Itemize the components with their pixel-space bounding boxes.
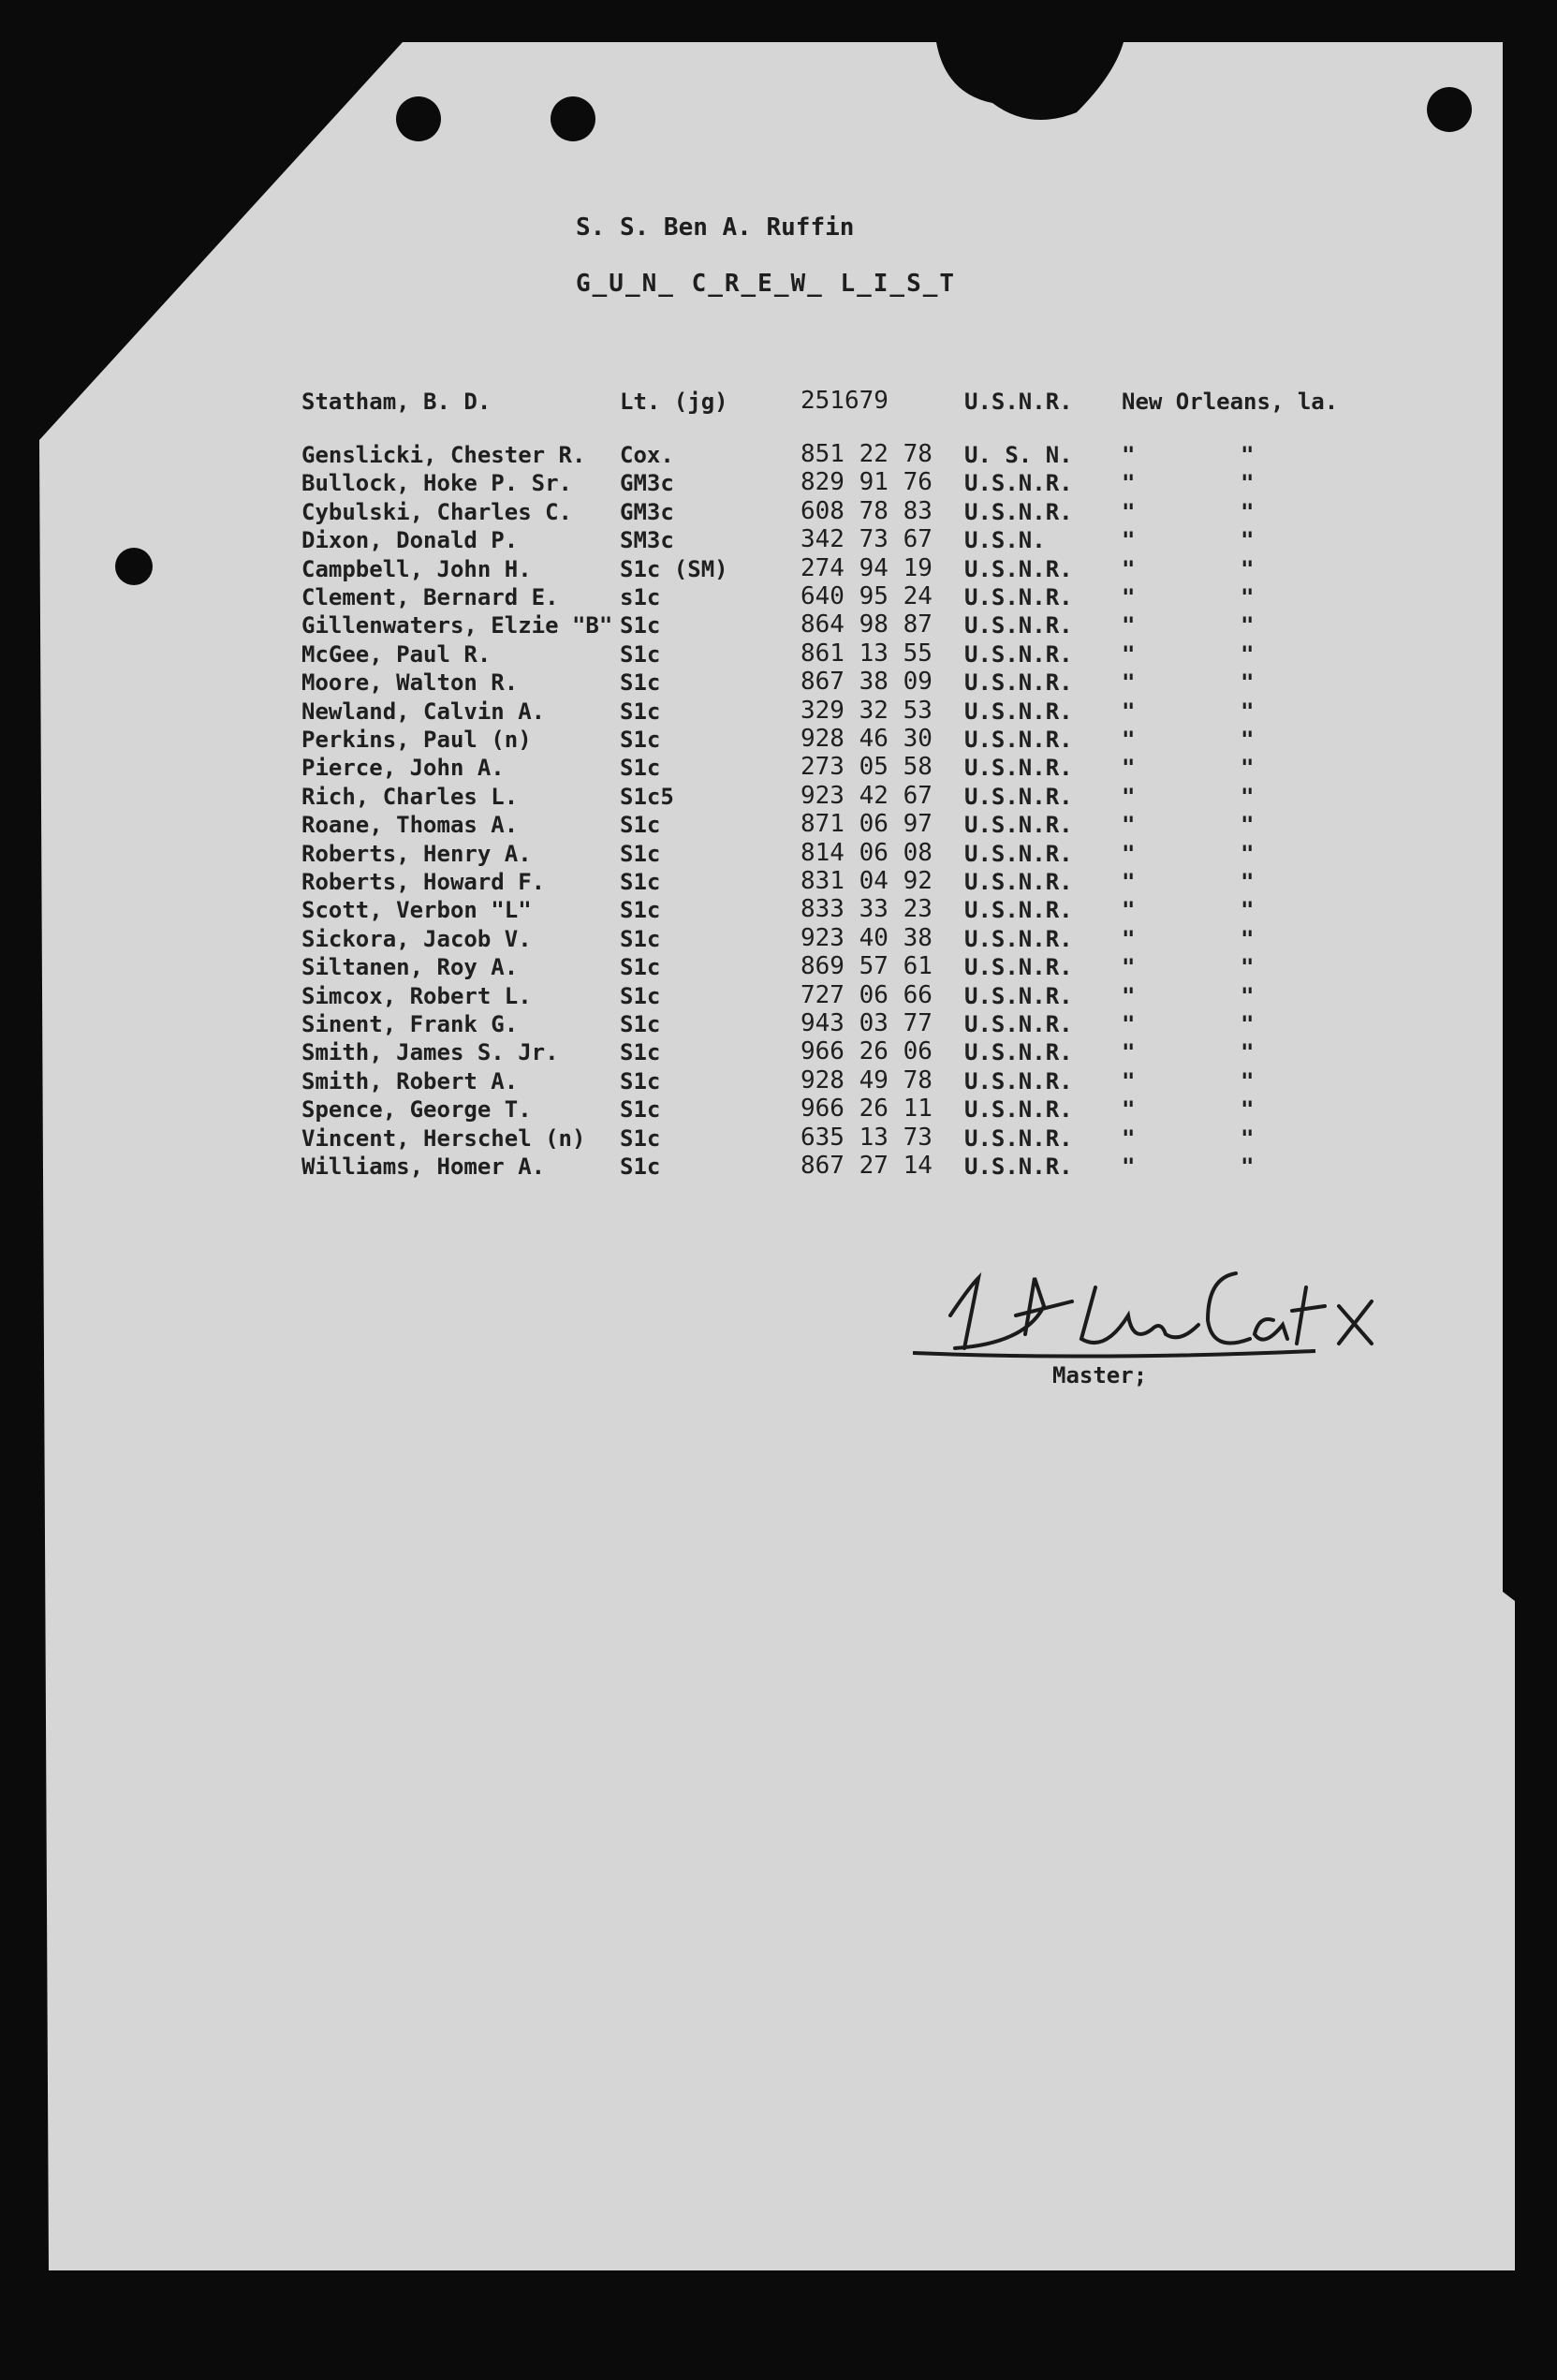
crew-rate: S1c <box>620 641 661 668</box>
crew-ditto-port: " <box>1241 669 1255 696</box>
crew-number: 966 26 06 <box>801 1037 933 1065</box>
crew-ditto-port: " <box>1241 698 1255 725</box>
crew-number: 923 40 38 <box>801 924 933 952</box>
crew-ditto-home: " <box>1122 1125 1136 1152</box>
crew-ditto-home: " <box>1122 1096 1136 1123</box>
crew-service: U. S. N. <box>964 442 1073 468</box>
crew-ditto-home: " <box>1122 1068 1136 1095</box>
crew-ditto-port: " <box>1241 499 1255 525</box>
crew-ditto-home: " <box>1122 755 1136 781</box>
crew-name: Rich, Charles L. <box>301 784 519 810</box>
crew-ditto-home: " <box>1122 869 1136 895</box>
crew-rate: S1c <box>620 926 661 952</box>
crew-ditto-home: " <box>1122 1011 1136 1037</box>
crew-rate: S1c <box>620 1068 661 1095</box>
crew-ditto-home: " <box>1122 669 1136 696</box>
crew-ditto-port: " <box>1241 612 1255 639</box>
crew-service: U.S.N.R. <box>964 1125 1073 1152</box>
crew-ditto-home: " <box>1122 556 1136 582</box>
crew-ditto-port: " <box>1241 527 1255 553</box>
crew-ditto-home: " <box>1122 641 1136 668</box>
crew-rate: S1c <box>620 869 661 895</box>
crew-name: Smith, James S. Jr. <box>301 1039 559 1065</box>
crew-ditto-home: " <box>1122 897 1136 923</box>
crew-service: U.S.N.R. <box>964 983 1073 1009</box>
punch-hole <box>115 548 153 585</box>
crew-ditto-home: " <box>1122 784 1136 810</box>
crew-service: U.S.N.R. <box>964 755 1073 781</box>
crew-service: U.S.N.R. <box>964 727 1073 753</box>
crew-rate: S1c <box>620 1096 661 1123</box>
crew-number: 871 06 97 <box>801 810 933 838</box>
officer-name: Statham, B. D. <box>301 389 492 415</box>
crew-number: 928 46 30 <box>801 725 933 753</box>
crew-service: U.S.N.R. <box>964 641 1073 668</box>
crew-service: U.S.N.R. <box>964 470 1073 496</box>
crew-ditto-port: " <box>1241 897 1255 923</box>
crew-number: 640 95 24 <box>801 582 933 610</box>
crew-number: 861 13 55 <box>801 639 933 668</box>
crew-name: Smith, Robert A. <box>301 1068 519 1095</box>
crew-name: Bullock, Hoke P. Sr. <box>301 470 572 496</box>
crew-ditto-home: " <box>1122 612 1136 639</box>
crew-rate: S1c <box>620 727 661 753</box>
crew-ditto-port: " <box>1241 470 1255 496</box>
crew-rate: S1c <box>620 1153 661 1180</box>
officer-rate: Lt. (jg) <box>620 389 728 415</box>
crew-rate: S1c <box>620 698 661 725</box>
crew-ditto-port: " <box>1241 812 1255 838</box>
crew-rate: s1c <box>620 584 661 610</box>
crew-name: Dixon, Donald P. <box>301 527 519 553</box>
crew-ditto-port: " <box>1241 584 1255 610</box>
crew-ditto-home: " <box>1122 527 1136 553</box>
crew-service: U.S.N. <box>964 527 1046 553</box>
punch-hole <box>551 96 595 141</box>
crew-service: U.S.N.R. <box>964 584 1073 610</box>
crew-name: Roberts, Henry A. <box>301 841 532 867</box>
crew-number: 851 22 78 <box>801 440 933 468</box>
crew-ditto-port: " <box>1241 954 1255 980</box>
crew-ditto-home: " <box>1122 954 1136 980</box>
crew-rate: Cox. <box>620 442 674 468</box>
crew-number: 923 42 67 <box>801 782 933 810</box>
crew-number: 814 06 08 <box>801 839 933 867</box>
crew-name: Simcox, Robert L. <box>301 983 532 1009</box>
crew-number: 635 13 73 <box>801 1124 933 1152</box>
crew-service: U.S.N.R. <box>964 784 1073 810</box>
crew-ditto-port: " <box>1241 1011 1255 1037</box>
crew-ditto-home: " <box>1122 584 1136 610</box>
crew-name: Pierce, John A. <box>301 755 505 781</box>
crew-ditto-home: " <box>1122 1039 1136 1065</box>
crew-ditto-port: " <box>1241 784 1255 810</box>
punch-hole <box>396 96 441 141</box>
crew-service: U.S.N.R. <box>964 1011 1073 1037</box>
crew-number: 273 05 58 <box>801 753 933 781</box>
crew-number: 829 91 76 <box>801 468 933 496</box>
crew-number: 727 06 66 <box>801 981 933 1009</box>
crew-number: 966 26 11 <box>801 1095 933 1123</box>
crew-rate: S1c <box>620 841 661 867</box>
crew-service: U.S.N.R. <box>964 669 1073 696</box>
crew-name: McGee, Paul R. <box>301 641 492 668</box>
crew-number: 869 57 61 <box>801 952 933 980</box>
master-signature <box>913 1250 1437 1372</box>
crew-service: U.S.N.R. <box>964 1153 1073 1180</box>
crew-rate: S1c <box>620 1039 661 1065</box>
crew-service: U.S.N.R. <box>964 499 1073 525</box>
crew-rate: S1c <box>620 954 661 980</box>
crew-name: Perkins, Paul (n) <box>301 727 532 753</box>
crew-ditto-port: " <box>1241 1039 1255 1065</box>
crew-ditto-home: " <box>1122 499 1136 525</box>
crew-ditto-port: " <box>1241 755 1255 781</box>
crew-ditto-port: " <box>1241 869 1255 895</box>
crew-service: U.S.N.R. <box>964 897 1073 923</box>
crew-ditto-port: " <box>1241 1096 1255 1123</box>
crew-rate: SM3c <box>620 527 674 553</box>
officer-home: New Orleans, la. <box>1122 389 1339 415</box>
crew-ditto-port: " <box>1241 442 1255 468</box>
crew-service: U.S.N.R. <box>964 869 1073 895</box>
crew-service: U.S.N.R. <box>964 812 1073 838</box>
crew-number: 274 94 19 <box>801 554 933 582</box>
crew-ditto-home: " <box>1122 442 1136 468</box>
crew-rate: S1c <box>620 812 661 838</box>
crew-rate: S1c (SM) <box>620 556 728 582</box>
crew-name: Newland, Calvin A. <box>301 698 546 725</box>
crew-rate: S1c <box>620 612 661 639</box>
crew-service: U.S.N.R. <box>964 556 1073 582</box>
crew-ditto-home: " <box>1122 812 1136 838</box>
crew-ditto-home: " <box>1122 841 1136 867</box>
crew-name: Roane, Thomas A. <box>301 812 519 838</box>
crew-name: Vincent, Herschel (n) <box>301 1125 586 1152</box>
crew-rate: S1c5 <box>620 784 674 810</box>
crew-name: Campbell, John H. <box>301 556 532 582</box>
crew-number: 864 98 87 <box>801 610 933 639</box>
ship-title: S. S. Ben A. Ruffin <box>576 213 855 242</box>
crew-name: Williams, Homer A. <box>301 1153 546 1180</box>
crew-ditto-port: " <box>1241 727 1255 753</box>
crew-name: Genslicki, Chester R. <box>301 442 586 468</box>
crew-name: Scott, Verbon "L" <box>301 897 532 923</box>
crew-ditto-home: " <box>1122 698 1136 725</box>
crew-service: U.S.N.R. <box>964 1096 1073 1123</box>
crew-ditto-home: " <box>1122 470 1136 496</box>
crew-service: U.S.N.R. <box>964 612 1073 639</box>
crew-name: Roberts, Howard F. <box>301 869 546 895</box>
crew-rate: S1c <box>620 755 661 781</box>
crew-rate: S1c <box>620 1125 661 1152</box>
crew-service: U.S.N.R. <box>964 1068 1073 1095</box>
crew-name: Sinent, Frank G. <box>301 1011 519 1037</box>
crew-rate: GM3c <box>620 499 674 525</box>
crew-name: Siltanen, Roy A. <box>301 954 519 980</box>
crew-ditto-port: " <box>1241 841 1255 867</box>
crew-number: 608 78 83 <box>801 497 933 525</box>
crew-number: 867 38 09 <box>801 668 933 696</box>
crew-name: Sickora, Jacob V. <box>301 926 532 952</box>
crew-name: Spence, George T. <box>301 1096 532 1123</box>
crew-ditto-home: " <box>1122 727 1136 753</box>
crew-rate: S1c <box>620 1011 661 1037</box>
crew-rate: S1c <box>620 983 661 1009</box>
crew-number: 928 49 78 <box>801 1066 933 1095</box>
crew-ditto-port: " <box>1241 926 1255 952</box>
crew-name: Cybulski, Charles C. <box>301 499 572 525</box>
crew-ditto-port: " <box>1241 641 1255 668</box>
crew-service: U.S.N.R. <box>964 926 1073 952</box>
paper-shape <box>39 42 1515 2270</box>
crew-ditto-port: " <box>1241 556 1255 582</box>
crew-ditto-port: " <box>1241 1153 1255 1180</box>
crew-ditto-home: " <box>1122 1153 1136 1180</box>
crew-ditto-port: " <box>1241 983 1255 1009</box>
crew-service: U.S.N.R. <box>964 1039 1073 1065</box>
crew-service: U.S.N.R. <box>964 841 1073 867</box>
crew-service: U.S.N.R. <box>964 954 1073 980</box>
crew-rate: S1c <box>620 669 661 696</box>
crew-rate: S1c <box>620 897 661 923</box>
crew-number: 943 03 77 <box>801 1009 933 1037</box>
crew-name: Moore, Walton R. <box>301 669 519 696</box>
crew-rate: GM3c <box>620 470 674 496</box>
crew-ditto-port: " <box>1241 1068 1255 1095</box>
crew-number: 831 04 92 <box>801 867 933 895</box>
crew-ditto-home: " <box>1122 926 1136 952</box>
list-title: G_U_N_ C_R_E_W_ L_I_S_T <box>576 270 957 298</box>
crew-ditto-port: " <box>1241 1125 1255 1152</box>
crew-ditto-home: " <box>1122 983 1136 1009</box>
crew-name: Clement, Bernard E. <box>301 584 559 610</box>
officer-service: U.S.N.R. <box>964 389 1073 415</box>
crew-number: 342 73 67 <box>801 525 933 553</box>
punch-hole <box>1427 87 1472 132</box>
officer-number: 251679 <box>801 387 889 415</box>
master-label: Master; <box>1052 1362 1148 1388</box>
crew-number: 329 32 53 <box>801 697 933 725</box>
crew-number: 833 33 23 <box>801 895 933 923</box>
crew-service: U.S.N.R. <box>964 698 1073 725</box>
crew-name: Gillenwaters, Elzie "B" <box>301 612 613 639</box>
crew-number: 867 27 14 <box>801 1152 933 1180</box>
